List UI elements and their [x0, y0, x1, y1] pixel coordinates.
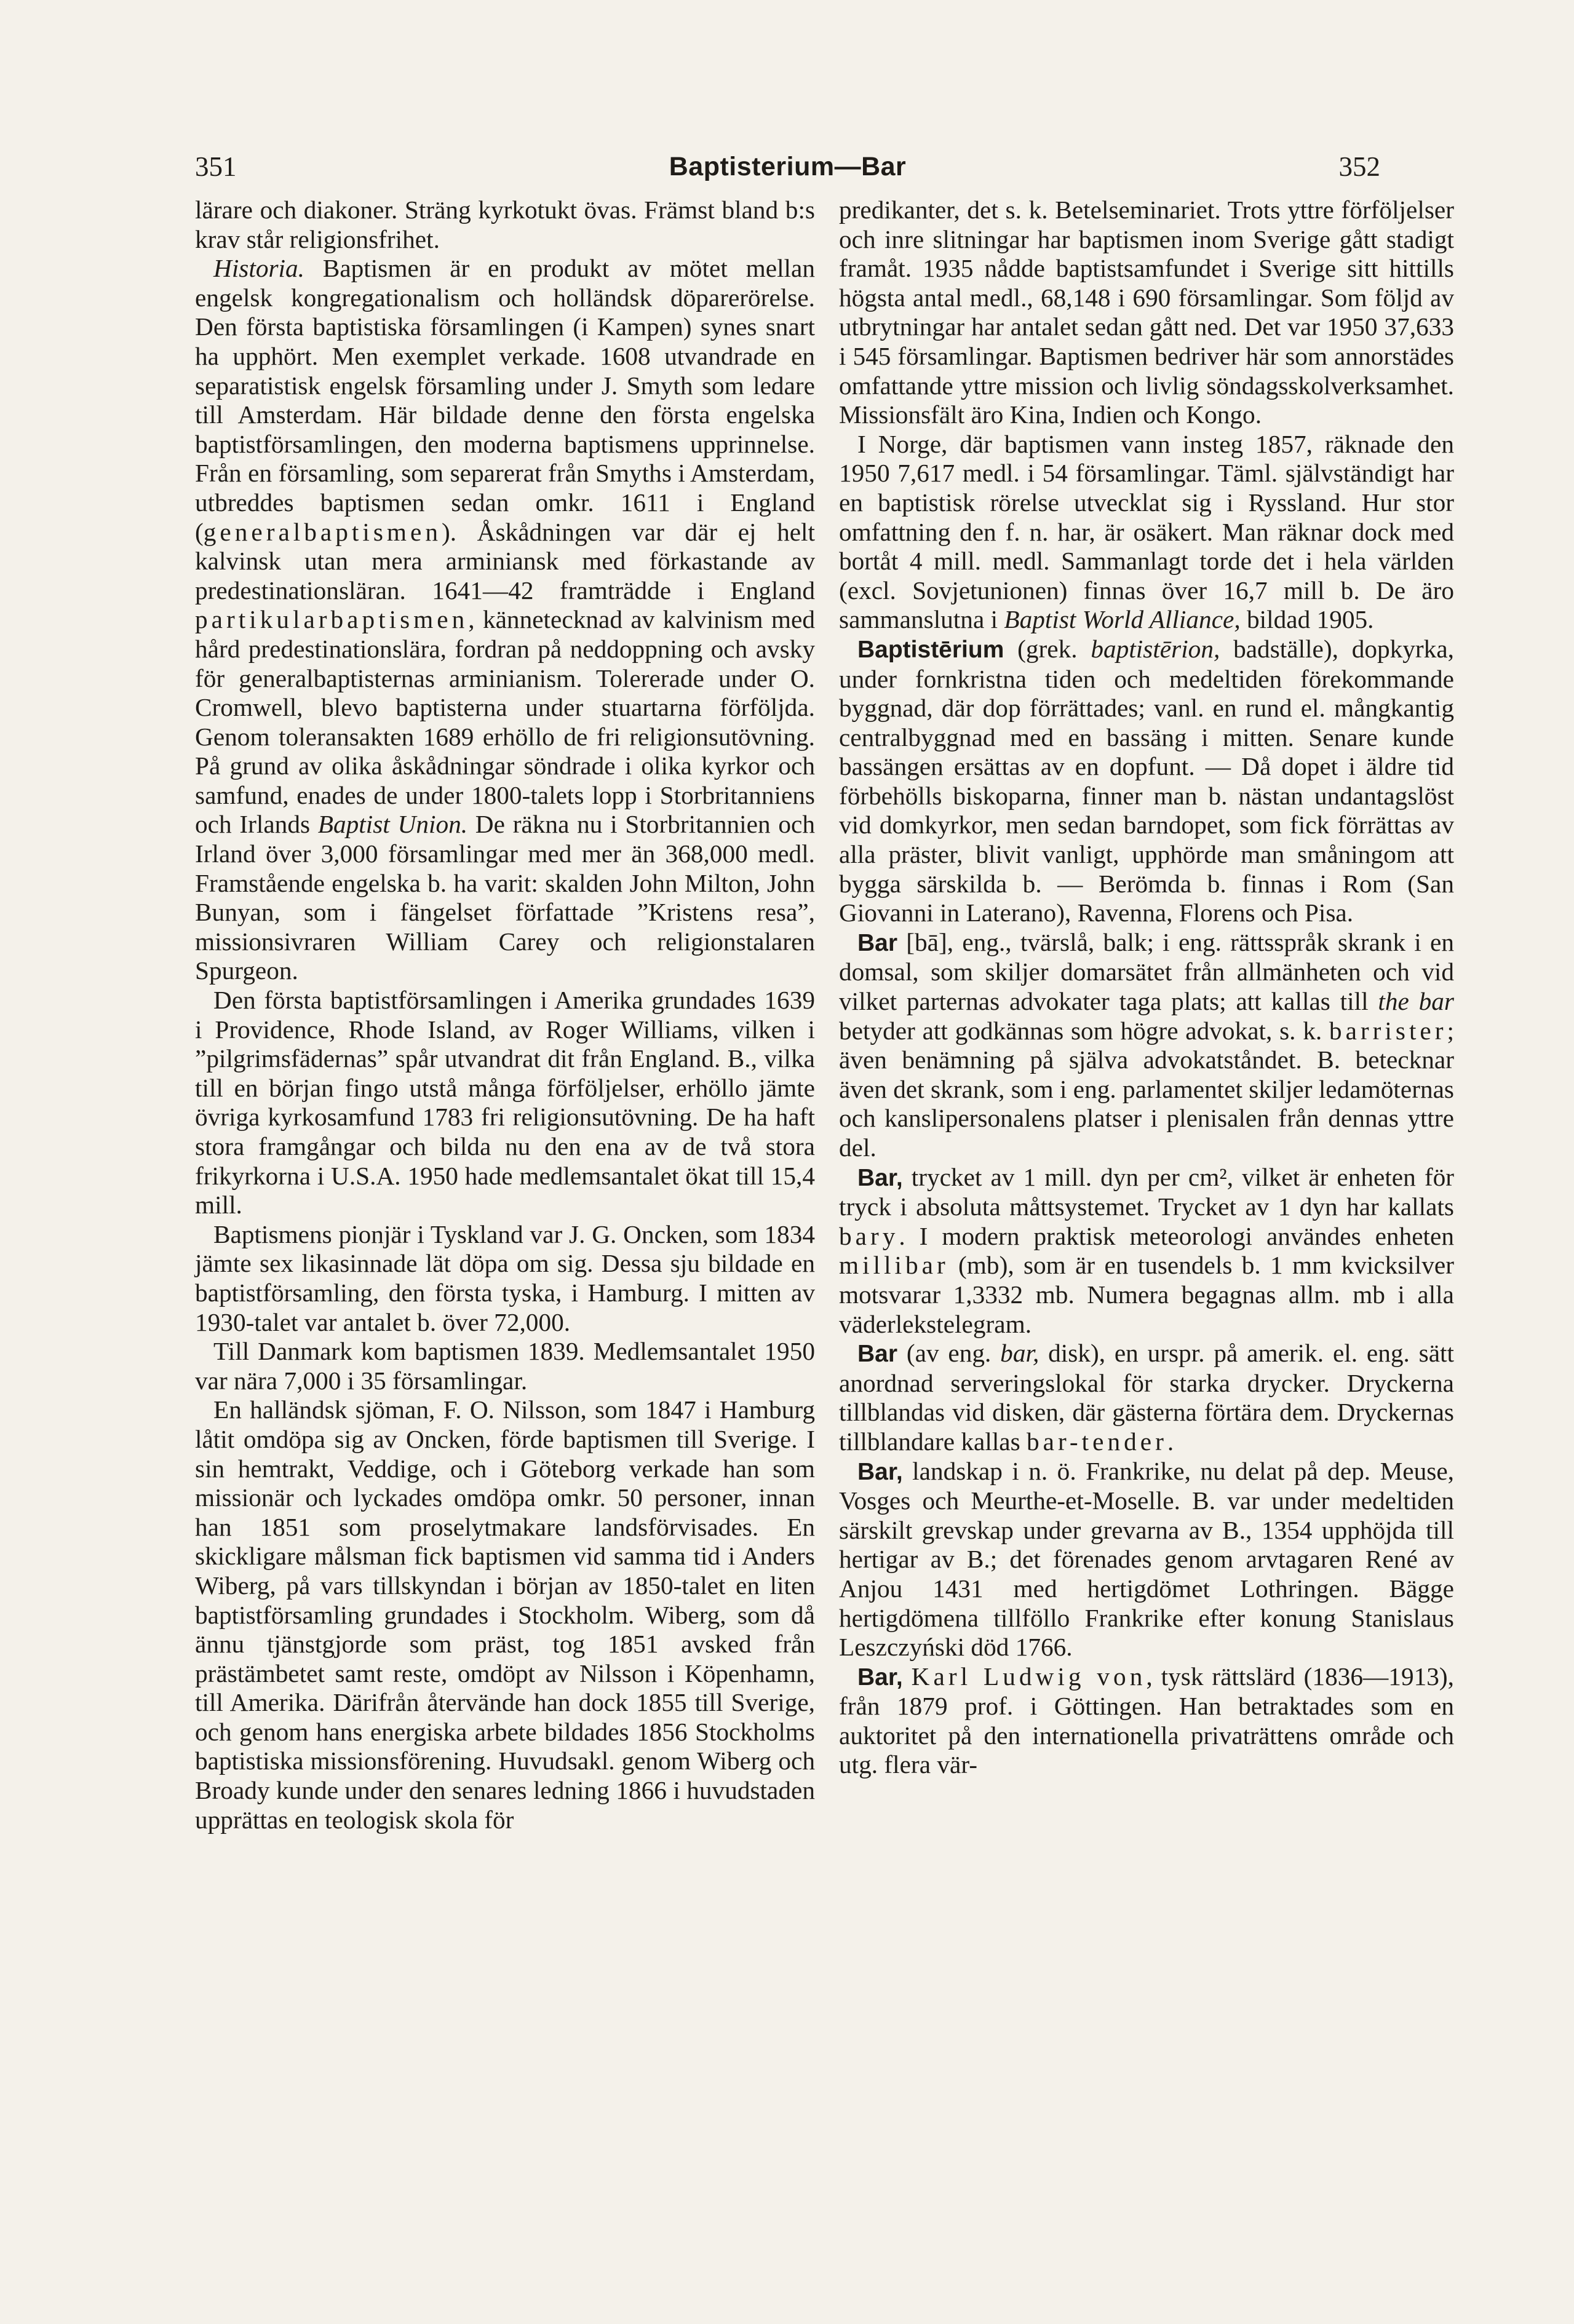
text: landskap i n. ö. Frankrike, nu delat på dep. Meuse, Vosges och Meurthe-et-Moselle. B. var under medeltiden särskilt grevskap under grevarna av B., 1354 upphöjda till hertigar av B.; det förenades genom arvtagaren René av Anjou 1431 med hertigdömet Lothringen. Bägge hertigdömena tillföllo Frankrike efter konung Stanislaus Leszczyński död 1766.: [839, 1456, 1454, 1662]
text: , tysk rättslärd (1836—1913), från 1879 prof. i Göttingen. Han betraktades som en auktoritet på den internationella privaträttens område och utg. flera vär-: [839, 1662, 1454, 1779]
text: Baptismens pionjär i Tyskland var J. G. Oncken, som 1834 jämte sex likasinnade lät döpa om sig. Dessa sju bildade en baptistförsamling, den första tyska, i Hamburg. I mitten av 1930-talet var antalet b. över 72,000.: [195, 1220, 815, 1336]
text: En halländsk sjöman, F. O. Nilsson, som 1847 i Hamburg låtit omdöpa sig av Oncken, förde baptismen till Sverige. I sin hemtrakt, Veddige, och i Göteborg verkade han som missionär och lyckades omdöpa omkr. 50 personer, innan han 1851 som proselytmakare landsförvisades. En skickligare målsman fick baptismen vid samma tid i Anders Wiberg, på vars tillskyndan i början av 1850-talet en liten baptistförsamling grundades i Stockholm. Wiberg, som då ännu tjänstgjorde som präst, tog 1851 avsked från prästämbetet samt reste, omdöpt av Nilsson i Köpenhamn, till Amerika. Därifrån återvände han dock 1855 till Sverige, och genom hans energiska arbete bildades 1856 Stockholms baptistiska missionsförening. Huvudsakl. genom Wiberg och Broady kunde under den senares ledning 1866 i huvudstaden upprättas en teologisk skola för: [195, 1395, 815, 1834]
paragraph: [195, 1220, 815, 1337]
entry-bar-2: [839, 1163, 1454, 1339]
text: trycket av 1 mill. dyn per cm², vilket är enheten för tryck i absoluta måttsystemet. Trycket av 1 dyn har kallats: [839, 1162, 1454, 1221]
text: I Norge, där baptismen vann insteg 1857, räknade den 1950 7,617 medl. i 54 församlingar. Täml. självständigt har en baptistisk rörelse utvecklat sig i Ryssland. Hur stor omfattning den f. n. har, är osäkert. Man räknar dock med bortåt 4 mill. medl. Sammanlagt torde det i hela världen (excl. Sovjetunionen) finnas över 16,7 mill b. De äro sammanslutna i: [839, 429, 1454, 634]
italic-term: baptistērion,: [1091, 634, 1220, 663]
paragraph: [195, 1395, 815, 1834]
spaced-term: millibar: [839, 1251, 949, 1280]
entry-baptisterium: [839, 635, 1454, 928]
entry-bar-4: [839, 1457, 1454, 1662]
text: , kännetecknad av kalvinism med hård predestinationslära, fordran på neddoppning och avsky för generalbaptisternas arminianism. Tolererade under O. Cromwell, blevo baptisterna under stuartarna förföljda. Genom toleransakten 1689 erhöllo de fri religionsutövning. På grund av olika åskådningar söndrade i olika kyrkor och samfund, enades de under 1800-talets lopp i Storbritanniens och Irlands: [195, 605, 815, 839]
paragraph: [839, 430, 1454, 635]
text: bildad 1905.: [1240, 605, 1374, 634]
page-number-left: 351: [195, 151, 237, 182]
entry-headword: Baptistērium: [857, 636, 1004, 663]
section-label: Historia.: [213, 254, 305, 283]
text: ). Åskådningen var där ej helt kalvinsk utan mera arminiansk med förkastande av predestinationsläran. 1641—42 framträdde i England: [195, 517, 815, 605]
italic-term: Baptist Union.: [317, 810, 468, 839]
entry-bar-3: [839, 1339, 1454, 1456]
entry-bar-1: [839, 928, 1454, 1163]
entry-headword: Bar: [857, 1341, 898, 1368]
text: Till Danmark kom baptismen 1839. Medlemsantalet 1950 var nära 7,000 i 35 församlingar.: [195, 1337, 815, 1395]
spaced-term: bar-tender: [1027, 1427, 1167, 1456]
paragraph: [195, 986, 815, 1220]
entry-bar-5: [839, 1662, 1454, 1780]
spaced-term: barrister: [1329, 1016, 1447, 1045]
paragraph: [839, 196, 1454, 430]
spaced-term: partikularbaptismen: [195, 605, 469, 634]
running-header: [195, 145, 1380, 188]
text: ; även benämning på själva advokatståndet. B. betecknar även det skrank, som i eng. parlamentet skiljer ledamöternas och kanslipersonalens platser i plenisalen från dennas yttre del.: [839, 1016, 1454, 1162]
italic-term: Baptist World Alliance,: [1004, 605, 1241, 634]
paragraph: [195, 1337, 815, 1395]
text: Baptismen är en produkt av mötet mellan engelsk kongregationalism och holländsk döparerörelse. Den första baptistiska församlingen (i Kampen) synes snart ha upphört. Men exemplet verkade. 1608 utvandrade en separatistisk engelsk församling under J. Smyth som ledare till Amsterdam. Här bildade denne den första engelska baptistförsamlingen, den moderna baptismens upprinnelse. Från en församling, som separerat från Smyths i Amsterdam, utbreddes baptismen sedan omkr. 1611 i England (: [195, 254, 815, 546]
italic-term: bar,: [1000, 1339, 1039, 1368]
text: (grek.: [1004, 634, 1091, 663]
text: . I modern praktisk meteorologi användes enheten: [899, 1221, 1454, 1250]
paragraph-historia: [195, 254, 815, 986]
text: (av eng.: [897, 1339, 1001, 1368]
paragraph: [195, 196, 815, 254]
text: (mb), som är en tusendels b. 1 mm kvicksilver motsvarar 1,3332 mb. Numera begagnas allm. mb i alla väderlekstelegram.: [839, 1251, 1454, 1338]
left-column: [195, 196, 815, 1834]
spaced-term: generalbaptismen: [203, 517, 442, 546]
text: lärare och diakoner. Sträng kyrkotukt övas. Främst bland b:s krav står religionsfrihet.: [195, 196, 815, 253]
text: predikanter, det s. k. Betelseminariet. Trots yttre förföljelser och inre slitningar har baptismen inom Sverige gått stadigt framåt. 1935 nådde baptistsamfundet i Sverige sitt hittills högsta antal medl., 68,148 i 690 församlingar. Som följd av utbrytningar har antalet sedan gått ned. Det var 1950 37,633 i 545 församlingar. Baptismen bedriver här som annorstädes omfattande yttre mission och livlig söndagsskolverksamhet. Missionsfält äro Kina, Indien och Kongo.: [839, 196, 1454, 429]
italic-term: the bar: [1378, 987, 1454, 1016]
entry-headword: Bar: [857, 929, 898, 956]
text: disk), en urspr. på amerik. el. eng. sätt anordnad serveringslokal för starka drycker. Dryckerna tillblandas vid disken, där gästerna förtära dem. Dryckernas tillblandare kallas: [839, 1339, 1454, 1456]
entry-headword: Bar,: [857, 1664, 903, 1691]
page-number-right: 352: [1338, 151, 1380, 182]
text: .: [1167, 1427, 1174, 1456]
text: betyder att godkännas som högre advokat, s. k.: [839, 1016, 1329, 1045]
text: badställe), dopkyrka, under fornkristna tiden och medeltiden förekommande byggnad, där dop förrättades; vanl. en rund el. mångkantig centralbyggnad med en bassäng i mitten. Senare kunde bassängen ersättas av en dopfunt. — Då dopet i äldre tid förbehölls biskoparna, finner man b. nästan undantagslöst vid domkyrkor, men sedan barndopet, som fick förrättas av alla präster, blivit vanligt, upphörde man småningom att bygga särskilda b. — Berömda b. finnas i Rom (San Giovanni in Laterano), Ravenna, Florens och Pisa.: [839, 634, 1454, 927]
text: Den första baptistförsamlingen i Amerika grundades 1639 i Providence, Rhode Island, av Roger Williams, vilken i ”pilgrimsfädernas” spår utvandrat dit från England. B., vilka till en början fingo utstå många förföljelser, erhöllo jämte övriga kyrkosamfund 1783 fri religionsutövning. De ha haft stora framgångar och bilda nu den ena av de två stora frikyrkorna i U.S.A. 1950 hade medlemsantalet ökat till 15,4 mill.: [195, 986, 815, 1220]
text: [bā], eng., tvärslå, balk; i eng. rättsspråk skrank i en domsal, som skiljer domarsätet från allmänheten och vid vilket parternas advokater taga plats; att kallas till: [839, 927, 1454, 1016]
entry-headword: Bar,: [857, 1458, 903, 1485]
spaced-term: bary: [839, 1221, 899, 1250]
right-column: [839, 196, 1454, 1780]
running-title: Baptisterium—Bar: [669, 151, 907, 181]
spaced-term: Karl Ludwig von: [911, 1662, 1147, 1691]
text: De räkna nu i Storbritannien och Irland över 3,000 församlingar med mer än 368,000 medl. Framstående engelska b. ha varit: skalden John Milton, John Bunyan, som i fängelset författade ”Kristens resa”, missionsivraren William Carey och religionstalaren Spurgeon.: [195, 810, 815, 985]
entry-headword: Bar,: [857, 1164, 903, 1191]
